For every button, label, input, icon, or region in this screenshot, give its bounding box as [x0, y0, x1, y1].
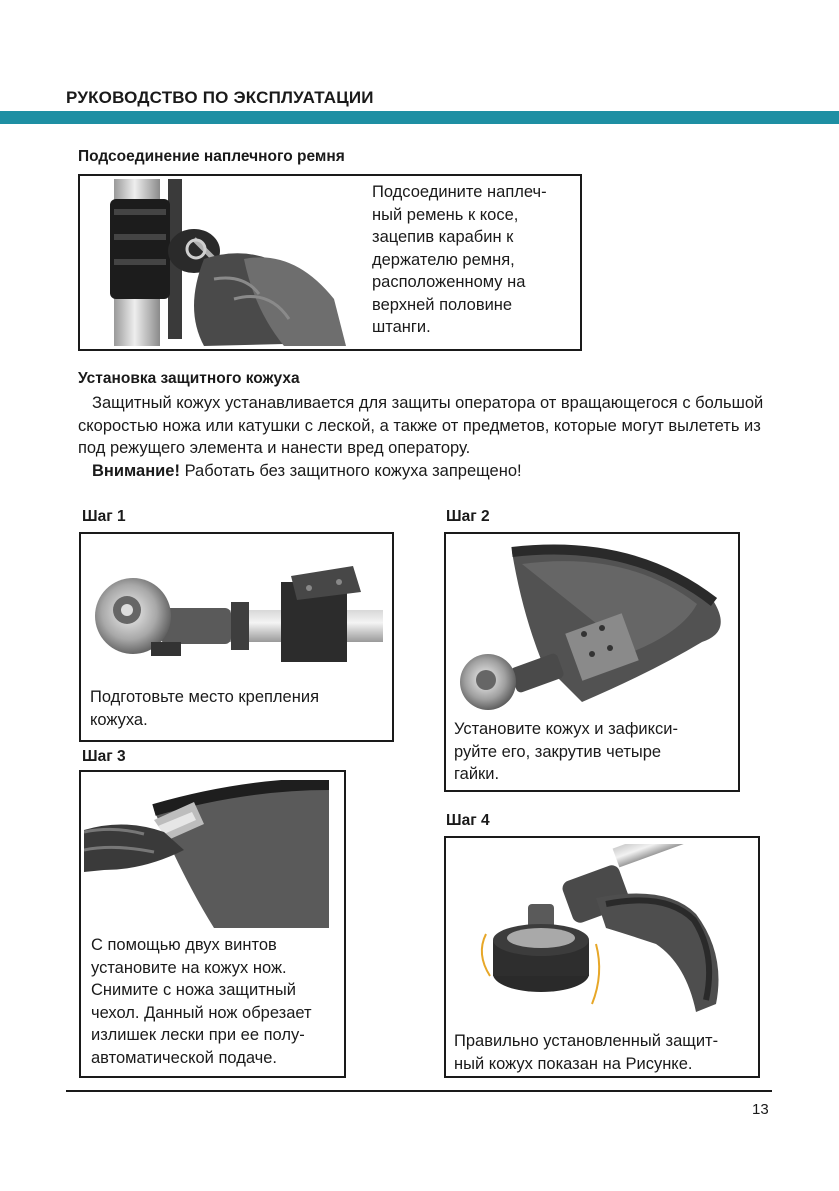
warning-text: Работать без защитного кожуха запрещено!: [179, 461, 522, 480]
strap-caption-line: расположенному на: [372, 273, 526, 291]
strap-caption-line: ный ремень к косе,: [372, 205, 519, 224]
strap-caption: [372, 181, 577, 339]
page-number: 13: [752, 1101, 769, 1118]
step-4-caption-line: Правильно установленный защит-: [454, 1032, 719, 1050]
strap-caption-line: штанги.: [372, 318, 431, 336]
step-2-box: [444, 532, 740, 792]
step-3-caption-line: С помощью двух винтов: [91, 936, 277, 954]
strap-caption-line: верхней половине: [372, 295, 513, 314]
step-1-caption: [90, 686, 385, 731]
step-4-label: Шаг 4: [446, 812, 490, 829]
strap-photo: [84, 179, 346, 346]
header-accent-bar: [0, 111, 839, 124]
step-3-caption-line: излишек лески при ее полу-: [91, 1026, 305, 1044]
step-2-caption: [454, 718, 736, 786]
strap-caption-line: Подсоедините наплеч-: [372, 183, 547, 201]
step-3-caption-line: чехол. Данный нож обрезает: [91, 1003, 312, 1022]
step-2-label: Шаг 2: [446, 508, 490, 525]
warning-label: Внимание!: [92, 461, 180, 480]
step-3-photo: [84, 780, 342, 930]
strap-section-box: [78, 174, 582, 351]
guard-section-text: [78, 392, 768, 482]
page-header-title: РУКОВОДСТВО ПО ЭКСПЛУАТАЦИИ: [66, 88, 374, 107]
step-4-photo: [466, 844, 746, 1016]
step-2-caption-line: Установите кожух и зафикси-: [454, 720, 678, 738]
step-3-caption-line: Снимите с ножа защитный: [91, 981, 296, 999]
step-2-caption-line: руйте его, закрутив четыре: [454, 742, 662, 761]
guard-paragraph: Защитный кожух устанавливается для защиты оператора от вращающегося с большой скоростью ножа или катушки с леской, а также от предметов, которые могут вылететь из под режущего элемента и нанести вред оператору.: [78, 394, 764, 457]
strap-caption-line: держателю ремня,: [372, 250, 515, 269]
guard-warning: [78, 460, 768, 483]
step-3-caption: [91, 934, 343, 1069]
step-1-caption-line: Подготовьте место крепления: [90, 688, 320, 706]
step-1-label: Шаг 1: [82, 508, 126, 525]
strap-caption-line: зацепив карабин к: [372, 228, 514, 246]
step-3-caption-line: автоматической подаче.: [91, 1048, 278, 1067]
step-4-caption: [454, 1030, 754, 1075]
step-1-caption-line: кожуха.: [90, 710, 148, 729]
step-4-box: [444, 836, 760, 1078]
step-1-box: [79, 532, 394, 742]
strap-section-heading: Подсоединение наплечного ремня: [78, 148, 345, 165]
step-4-caption-line: ный кожух показан на Рисунке.: [454, 1054, 693, 1073]
guard-section-heading: Установка защитного кожуха: [78, 370, 300, 387]
footer-divider: [66, 1090, 772, 1092]
step-2-caption-line: гайки.: [454, 765, 500, 783]
step-3-box: [79, 770, 346, 1078]
step-2-photo: [452, 542, 734, 714]
step-3-caption-line: установите на кожух нож.: [91, 958, 287, 977]
step-1-photo: [91, 552, 383, 672]
step-3-label: Шаг 3: [82, 748, 126, 765]
